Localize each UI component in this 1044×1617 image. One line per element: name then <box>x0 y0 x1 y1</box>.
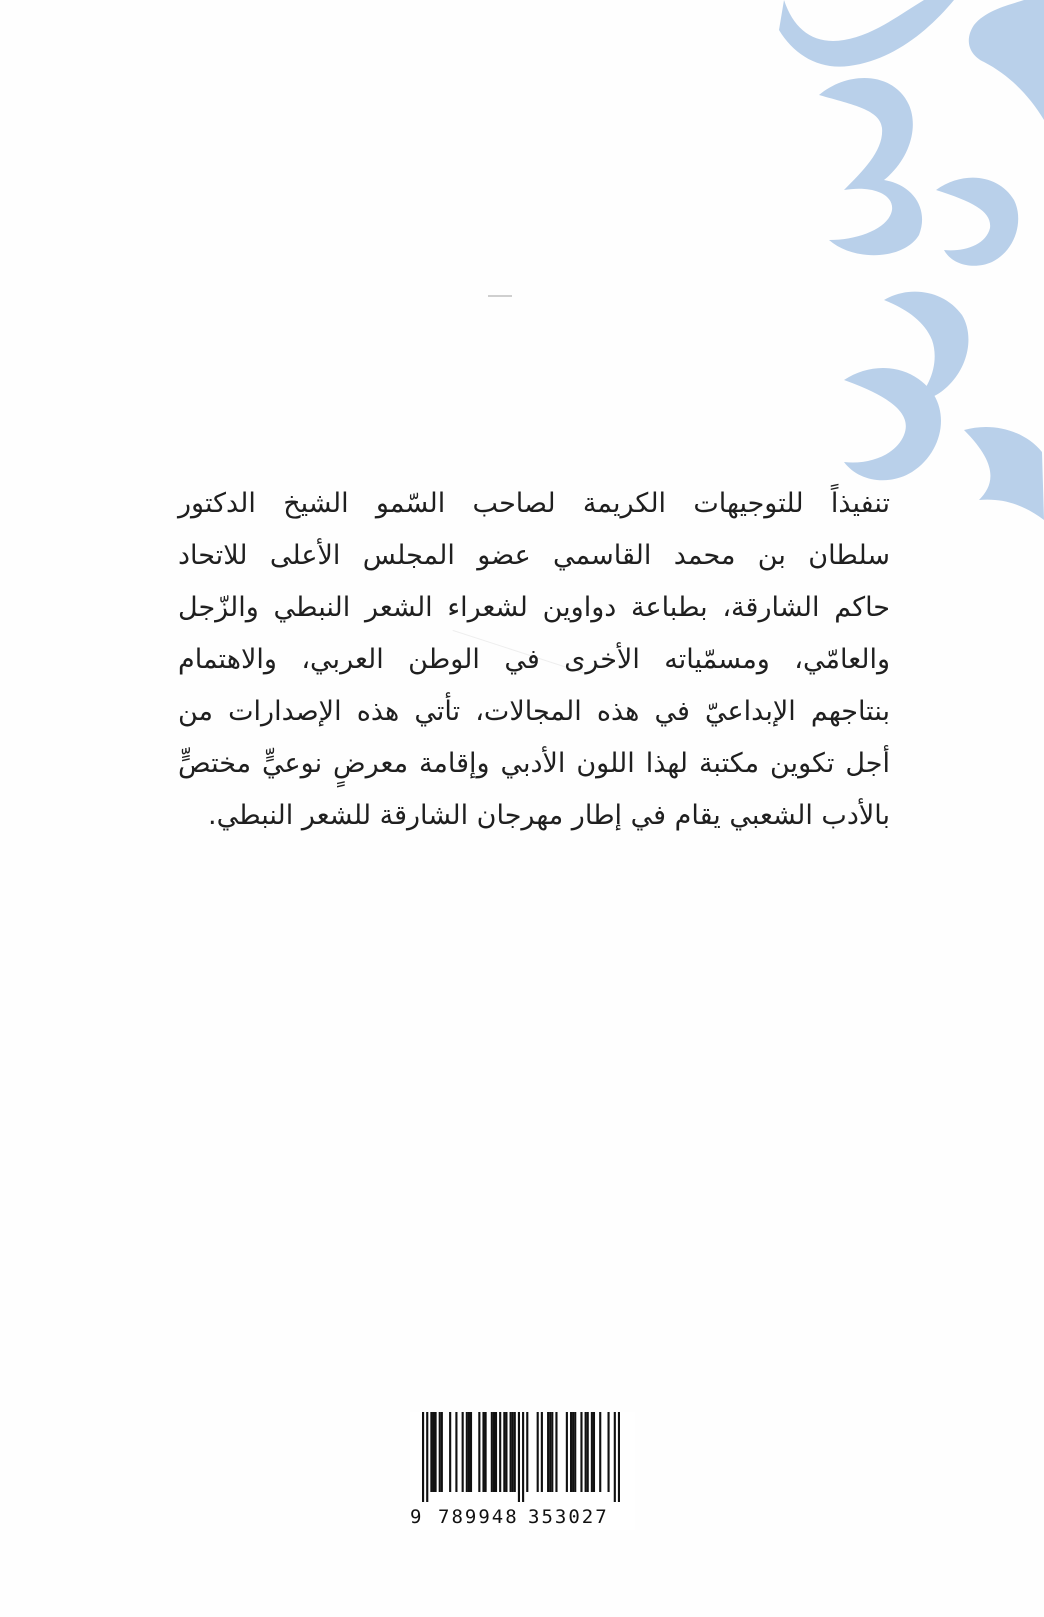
barcode-bar <box>449 1412 451 1492</box>
barcode-bar <box>482 1412 484 1492</box>
barcode-bar <box>526 1412 528 1492</box>
barcode-bar <box>430 1412 432 1492</box>
blurb-line: بنتاجهم الإبداعيّ في هذه المجالات، تأتي هذه الإصدارات من <box>178 696 890 727</box>
blurb-line: تنفيذاً للتوجيهات الكريمة لصاحب السّمو الشيخ الدكتور <box>178 488 890 519</box>
barcode-bar <box>587 1412 589 1492</box>
barcode-bar <box>599 1412 601 1492</box>
barcode-lead-digit: 9 <box>410 1506 422 1528</box>
barcode-bar <box>574 1412 576 1492</box>
calligraphy-decoration <box>724 0 1044 560</box>
barcode-guard-bar <box>618 1412 620 1502</box>
barcode-bar <box>510 1412 512 1492</box>
barcode-bar <box>485 1412 487 1492</box>
barcode-left-group: 789948 <box>438 1506 519 1528</box>
barcode-bar <box>537 1412 539 1492</box>
barcode-bar <box>466 1412 468 1492</box>
barcode-bar <box>585 1412 587 1492</box>
barcode-bar <box>435 1412 437 1492</box>
barcode-bar <box>593 1412 595 1492</box>
barcode-bar <box>551 1412 553 1492</box>
barcode-bar <box>547 1412 549 1492</box>
calligraphy-stroke-base <box>964 427 1044 520</box>
barcode-guard-bar <box>426 1412 428 1502</box>
barcode-bar <box>549 1412 551 1492</box>
calligraphy-stroke-hook <box>969 0 1044 120</box>
barcode-guard-bar <box>614 1412 616 1502</box>
barcode-bar <box>439 1412 441 1492</box>
blurb-line: سلطان بن محمد القاسمي عضو المجلس الأعلى للاتحاد <box>178 540 890 571</box>
barcode-bar <box>566 1412 568 1492</box>
isbn-barcode <box>410 1412 635 1530</box>
barcode-guard-bar <box>522 1412 524 1502</box>
barcode-bar <box>541 1412 543 1492</box>
barcode-bar <box>580 1412 582 1492</box>
calligraphy-stroke-top <box>779 0 954 67</box>
calligraphy-stroke-curve <box>819 78 922 255</box>
calligraphy-stroke-mid <box>936 178 1018 266</box>
barcode-digits <box>410 1506 635 1530</box>
blurb-line: والعامّي، ومسمّياته الأخرى في الوطن العربي، والاهتمام <box>178 644 890 675</box>
barcode-bar <box>455 1412 457 1492</box>
barcode-bar <box>499 1412 501 1492</box>
barcode-bar <box>462 1412 464 1492</box>
barcode-bar <box>505 1412 507 1492</box>
barcode-guard-bar <box>422 1412 424 1502</box>
barcode-bar <box>441 1412 443 1492</box>
barcode-bar <box>591 1412 593 1492</box>
barcode-bar <box>503 1412 505 1492</box>
printer-tick-mark <box>488 295 512 297</box>
calligraphy-stroke-loop <box>844 368 941 480</box>
blurb-line: أجل تكوين مكتبة لهذا اللون الأدبي وإقامة معرضٍ نوعيٍّ مختصٍّ <box>178 748 890 779</box>
blurb-line: حاكم الشارقة، بطباعة دواوين لشعراء الشعر النبطي والزّجل <box>178 592 890 623</box>
back-cover-blurb <box>178 478 890 842</box>
barcode-right-group: 353027 <box>528 1506 609 1528</box>
barcode-bars <box>422 1412 620 1502</box>
barcode-bar <box>468 1412 470 1492</box>
barcode-bar <box>432 1412 434 1492</box>
barcode-bar <box>491 1412 493 1492</box>
barcode-bar <box>607 1412 609 1492</box>
barcode-bar <box>570 1412 572 1492</box>
barcode-bar <box>572 1412 574 1492</box>
blurb-line: بالأدب الشعبي يقام في إطار مهرجان الشارقة للشعر النبطي. <box>208 800 890 831</box>
barcode-bar <box>470 1412 472 1492</box>
barcode-guard-bar <box>518 1412 520 1502</box>
barcode-bar <box>493 1412 495 1492</box>
barcode-bar <box>514 1412 516 1492</box>
barcode-bar <box>478 1412 480 1492</box>
barcode-bar <box>495 1412 497 1492</box>
barcode-bar <box>512 1412 514 1492</box>
barcode-bar <box>555 1412 557 1492</box>
